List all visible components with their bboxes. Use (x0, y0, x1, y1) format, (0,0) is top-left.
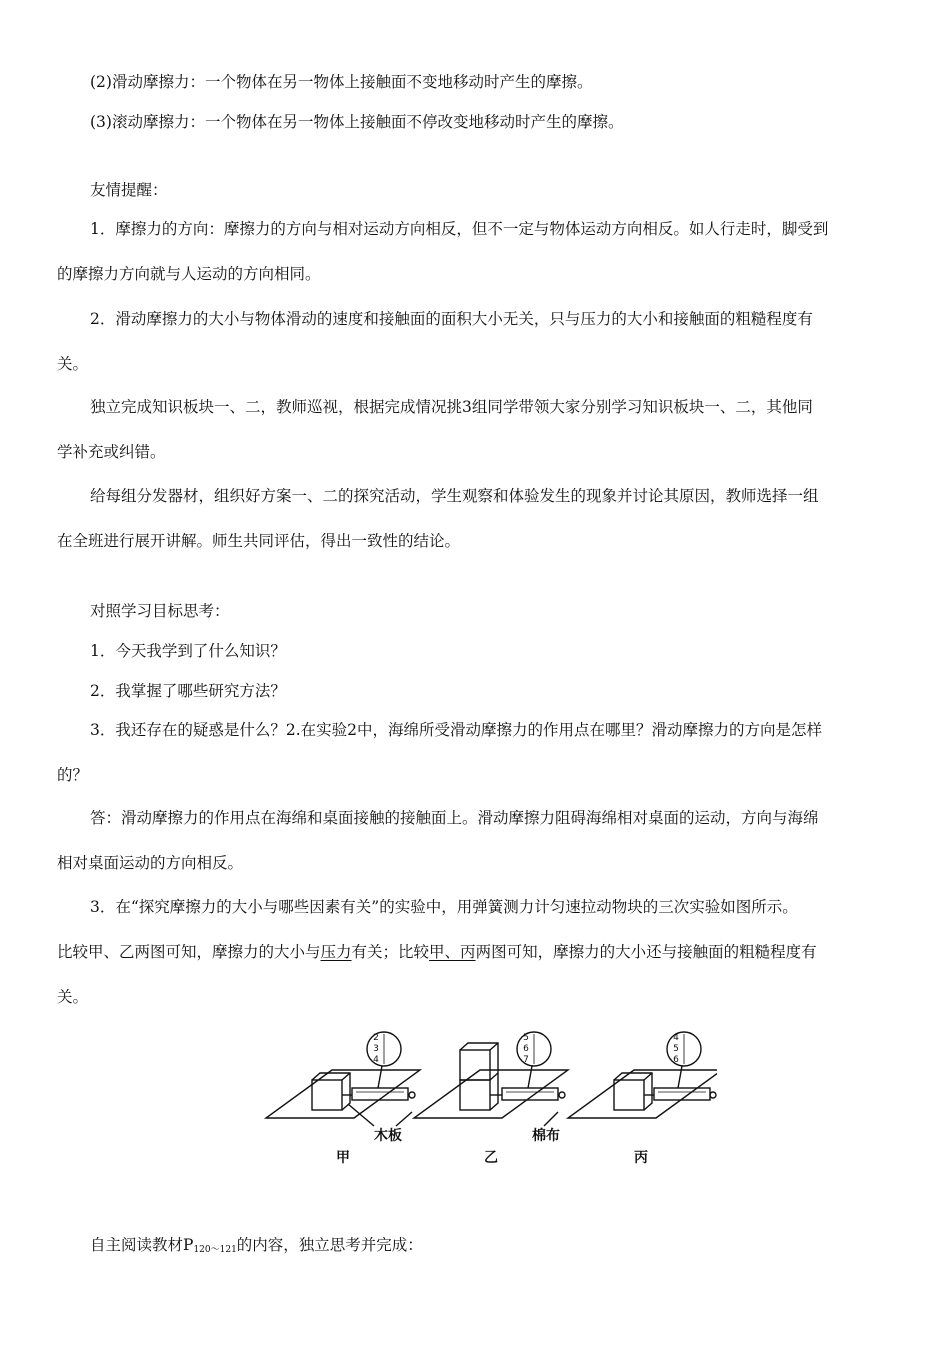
experiment-line-1: 3．在“探究摩擦力的大小与哪些因素有关”的实验中，用弹簧测力计匀速拉动物块的三次实验如图所示。 (90, 898, 798, 916)
wood-leader-line-2 (396, 1112, 412, 1126)
dial-c-num-1: 4 (673, 1033, 679, 1043)
wood-leader-line-1 (348, 1104, 374, 1126)
dial-a-num-1: 2 (373, 1033, 379, 1043)
experiment-text-c: 两图可知，摩擦力的大小还与接触面的粗糙程度有 (475, 943, 817, 961)
dial-a-num-2: 3 (373, 1044, 379, 1054)
page-range: 120～121 (193, 1245, 237, 1255)
tip-2-line-1: 2．滑动摩擦力的大小与物体滑动的速度和接触面的面积大小无关，只与压力的大小和接触面的粗糙程度有 (90, 310, 813, 328)
experiment-line-2 (57, 942, 817, 962)
question-1: 1．今天我学到了什么知识？ (90, 642, 286, 660)
block-b-top (460, 1050, 490, 1080)
answer-blank-compare: 甲、丙 (429, 943, 476, 961)
tip-2-line-2: 关。 (57, 355, 89, 373)
cotton-cloth-surface (568, 1070, 717, 1118)
experiment-line-3: 关。 (57, 988, 89, 1006)
reflection-title: 对照学习目标思考： (90, 602, 230, 620)
question-3-line-2: 的？ (57, 766, 89, 784)
dial-b-num-2: 6 (523, 1044, 529, 1054)
paragraph-rolling-friction: (3)滚动摩擦力：一个物体在另一物体上接触面不停改变地移动时产生的摩擦。 (90, 113, 624, 131)
independent-work-line-2: 学补充或纠错。 (57, 443, 166, 461)
panel-label-a: 甲 (336, 1150, 350, 1166)
setup-b (414, 1032, 568, 1118)
dial-a-num-3: 4 (373, 1055, 379, 1065)
setup-a (266, 1032, 420, 1118)
tip-1-line-2: 的摩擦力方向就与人运动的方向相同。 (57, 265, 321, 283)
dial-b-num-3: 7 (523, 1055, 529, 1065)
panel-label-c: 丙 (634, 1150, 648, 1166)
block-b-bottom (460, 1080, 490, 1110)
tip-1-line-1: 1．摩擦力的方向：摩擦力的方向与相对运动方向相反，但不一定与物体运动方向相反。如人行走时，脚受到 (90, 220, 829, 238)
independent-work-line-1: 独立完成知识板块一、二，教师巡视，根据完成情况挑3组同学带领大家分别学习知识板块一、二，其他同 (90, 398, 813, 416)
surface-label-cloth: 棉布 (532, 1128, 560, 1144)
panel-label-b: 乙 (484, 1150, 498, 1166)
dial-c-num-3: 6 (673, 1055, 679, 1065)
wood-board-surface-2 (414, 1070, 568, 1118)
answer-line-2: 相对桌面运动的方向相反。 (57, 854, 244, 872)
experiment-text-a: 比较甲、乙两图可知，摩擦力的大小与 (57, 943, 321, 961)
block-a (312, 1080, 342, 1110)
spring-scale-c (654, 1088, 710, 1100)
friction-experiment-figure (262, 1022, 717, 1170)
reading-instruction (90, 1235, 423, 1260)
question-3-line-1: 3．我还存在的疑惑是什么？2.在实验2中，海绵所受滑动摩擦力的作用点在哪里？滑动摩擦力的方向是怎样 (90, 721, 823, 739)
group-activity-line-1: 给每组分发器材，组织好方案一、二的探究活动，学生观察和体验发生的现象并讨论其原因，教师选择一组 (90, 487, 819, 505)
group-activity-line-2: 在全班进行展开讲解。师生共同评估，得出一致性的结论。 (57, 532, 461, 550)
cloth-leader-line (544, 1112, 558, 1126)
reading-text-a: 自主阅读教材P (90, 1236, 194, 1254)
block-c (614, 1080, 644, 1110)
tip-title: 友情提醒： (90, 181, 168, 199)
dial-c-num-2: 5 (673, 1044, 679, 1054)
answer-blank-pressure: 压力 (320, 943, 352, 961)
experiment-text-b: 有关；比较 (351, 943, 430, 961)
reading-text-b: 的内容，独立思考并完成： (236, 1236, 423, 1254)
dial-b-num-1: 5 (523, 1033, 529, 1043)
answer-line-1: 答：滑动摩擦力的作用点在海绵和桌面接触的接触面上。滑动摩擦力阻碍海绵相对桌面的运动，方向与海绵 (90, 809, 819, 827)
paragraph-sliding-friction: (2)滑动摩擦力：一个物体在另一物体上接触面不变地移动时产生的摩擦。 (90, 73, 593, 91)
spring-scale-a (352, 1088, 408, 1100)
wood-board-surface (266, 1070, 420, 1118)
setup-c (568, 1032, 717, 1118)
question-2: 2．我掌握了哪些研究方法？ (90, 682, 286, 700)
surface-label-wood: 木板 (374, 1128, 402, 1144)
